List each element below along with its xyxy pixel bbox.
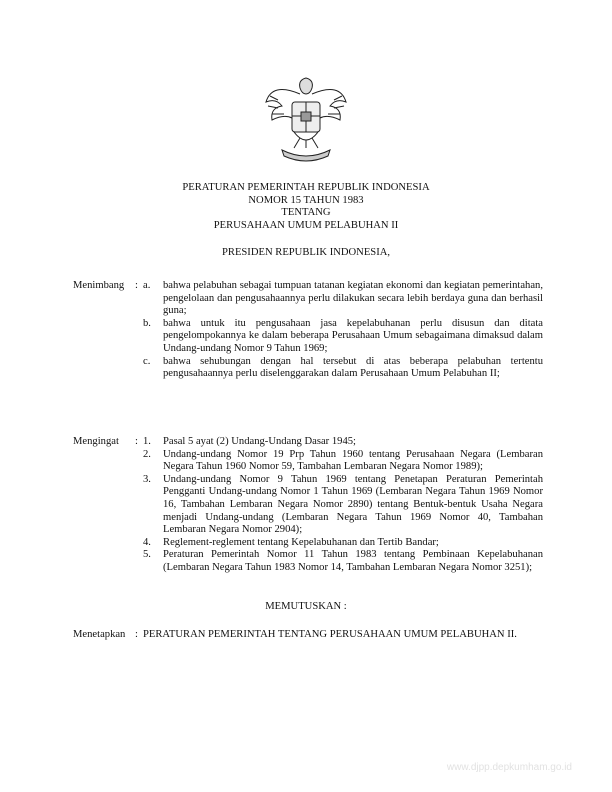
list-item	[143, 449, 543, 474]
item-mark: 5.	[143, 549, 151, 561]
item-mark: a.	[143, 280, 151, 291]
section-label: Menimbang	[73, 280, 125, 291]
list-item	[143, 280, 543, 318]
item-text: bahwa pelabuhan sebagai tumpuan tatanan kegiatan ekonomi dan kegiatan pemerintahan, pengelolaan dan pengusahaannya perlu dilakukan secara lebih berdaya guna dan berhasil guna;	[163, 280, 543, 317]
title-line: NOMOR 15 TAHUN 1983	[248, 194, 364, 206]
list-item	[143, 356, 543, 381]
item-mark: c.	[143, 355, 151, 367]
item-mark: b.	[143, 317, 151, 329]
item-text: Reglement-reglement tentang Kepelabuhanan dan Tertib Bandar;	[163, 536, 439, 548]
menimbang-section	[73, 280, 543, 381]
regulation-title	[0, 182, 612, 232]
item-mark: 4.	[143, 536, 151, 548]
item-text: Undang-undang Nomor 9 Tahun 1969 tentang Penetapan Peraturan Pemerintah Pengganti Undang-undang Nomor 1 Tahun 1969 (Lembaran Negara Tahun 1969 Nomor 16, Tambahan Lembaran Negara Nomor 2890) tentang Bentuk-bentuk Usaha Negara menjadi Undang-undang (Lembaran Negara Tahun 1969 Nomor 40, Tambahan Lembaran Negara Nomor 2904);	[163, 473, 543, 536]
item-mark: 3.	[143, 473, 151, 485]
colon: :	[135, 280, 138, 291]
section-label: Menetapkan	[73, 629, 126, 640]
title-line: PERATURAN PEMERINTAH REPUBLIK INDONESIA	[182, 182, 430, 193]
memutuskan-heading: MEMUTUSKAN :	[265, 601, 347, 612]
list-item	[143, 436, 543, 449]
title-line: PERUSAHAAN UMUM PELABUHAN II	[213, 219, 399, 231]
list-item	[143, 537, 543, 550]
list-item	[143, 318, 543, 356]
menetapkan-section	[73, 629, 543, 642]
item-text: bahwa sehubungan dengan hal tersebut di atas beberapa pelabuhan tertentu pengusahaannya perlu diselenggarakan dalam Perusahaan Umum Pelabuhan II;	[163, 355, 543, 380]
section-label: Mengingat	[73, 436, 119, 447]
item-text: Undang-undang Nomor 19 Prp Tahun 1960 tentang Perusahaan Negara (Lembaran Negara Tahun 1960 Nomor 59, Tambahan Lembaran Negara Nomor 1989);	[163, 448, 543, 473]
item-text: Pasal 5 ayat (2) Undang-Undang Dasar 1945;	[163, 436, 356, 447]
mengingat-section	[73, 436, 543, 575]
item-mark: 1.	[143, 436, 151, 447]
list-item	[143, 474, 543, 537]
garuda-emblem	[262, 72, 350, 164]
colon: :	[135, 436, 138, 447]
president-heading: PRESIDEN REPUBLIK INDONESIA,	[221, 247, 391, 258]
watermark: www.djpp.depkumham.go.id	[446, 762, 572, 773]
menetapkan-text: PERATURAN PEMERINTAH TENTANG PERUSAHAAN UMUM PELABUHAN II.	[143, 629, 517, 640]
colon: :	[135, 629, 138, 640]
item-mark: 2.	[143, 448, 151, 460]
item-text: bahwa untuk itu pengusahaan jasa kepelabuhanan perlu disusun dan ditata pengelompokannya ke dalam beberapa Perusahaan Umum sebagaimana dimaksud dalam Undang-undang Nomor 9 Tahun 1969;	[163, 317, 543, 354]
list-item	[143, 549, 543, 574]
title-line: TENTANG	[281, 207, 331, 219]
item-text: Peraturan Pemerintah Nomor 11 Tahun 1983 tentang Pembinaan Kepelabuhanan (Lembaran Negara Tahun 1983 Nomor 14, Tambahan Lembaran Negara Nomor 3251);	[163, 549, 543, 573]
